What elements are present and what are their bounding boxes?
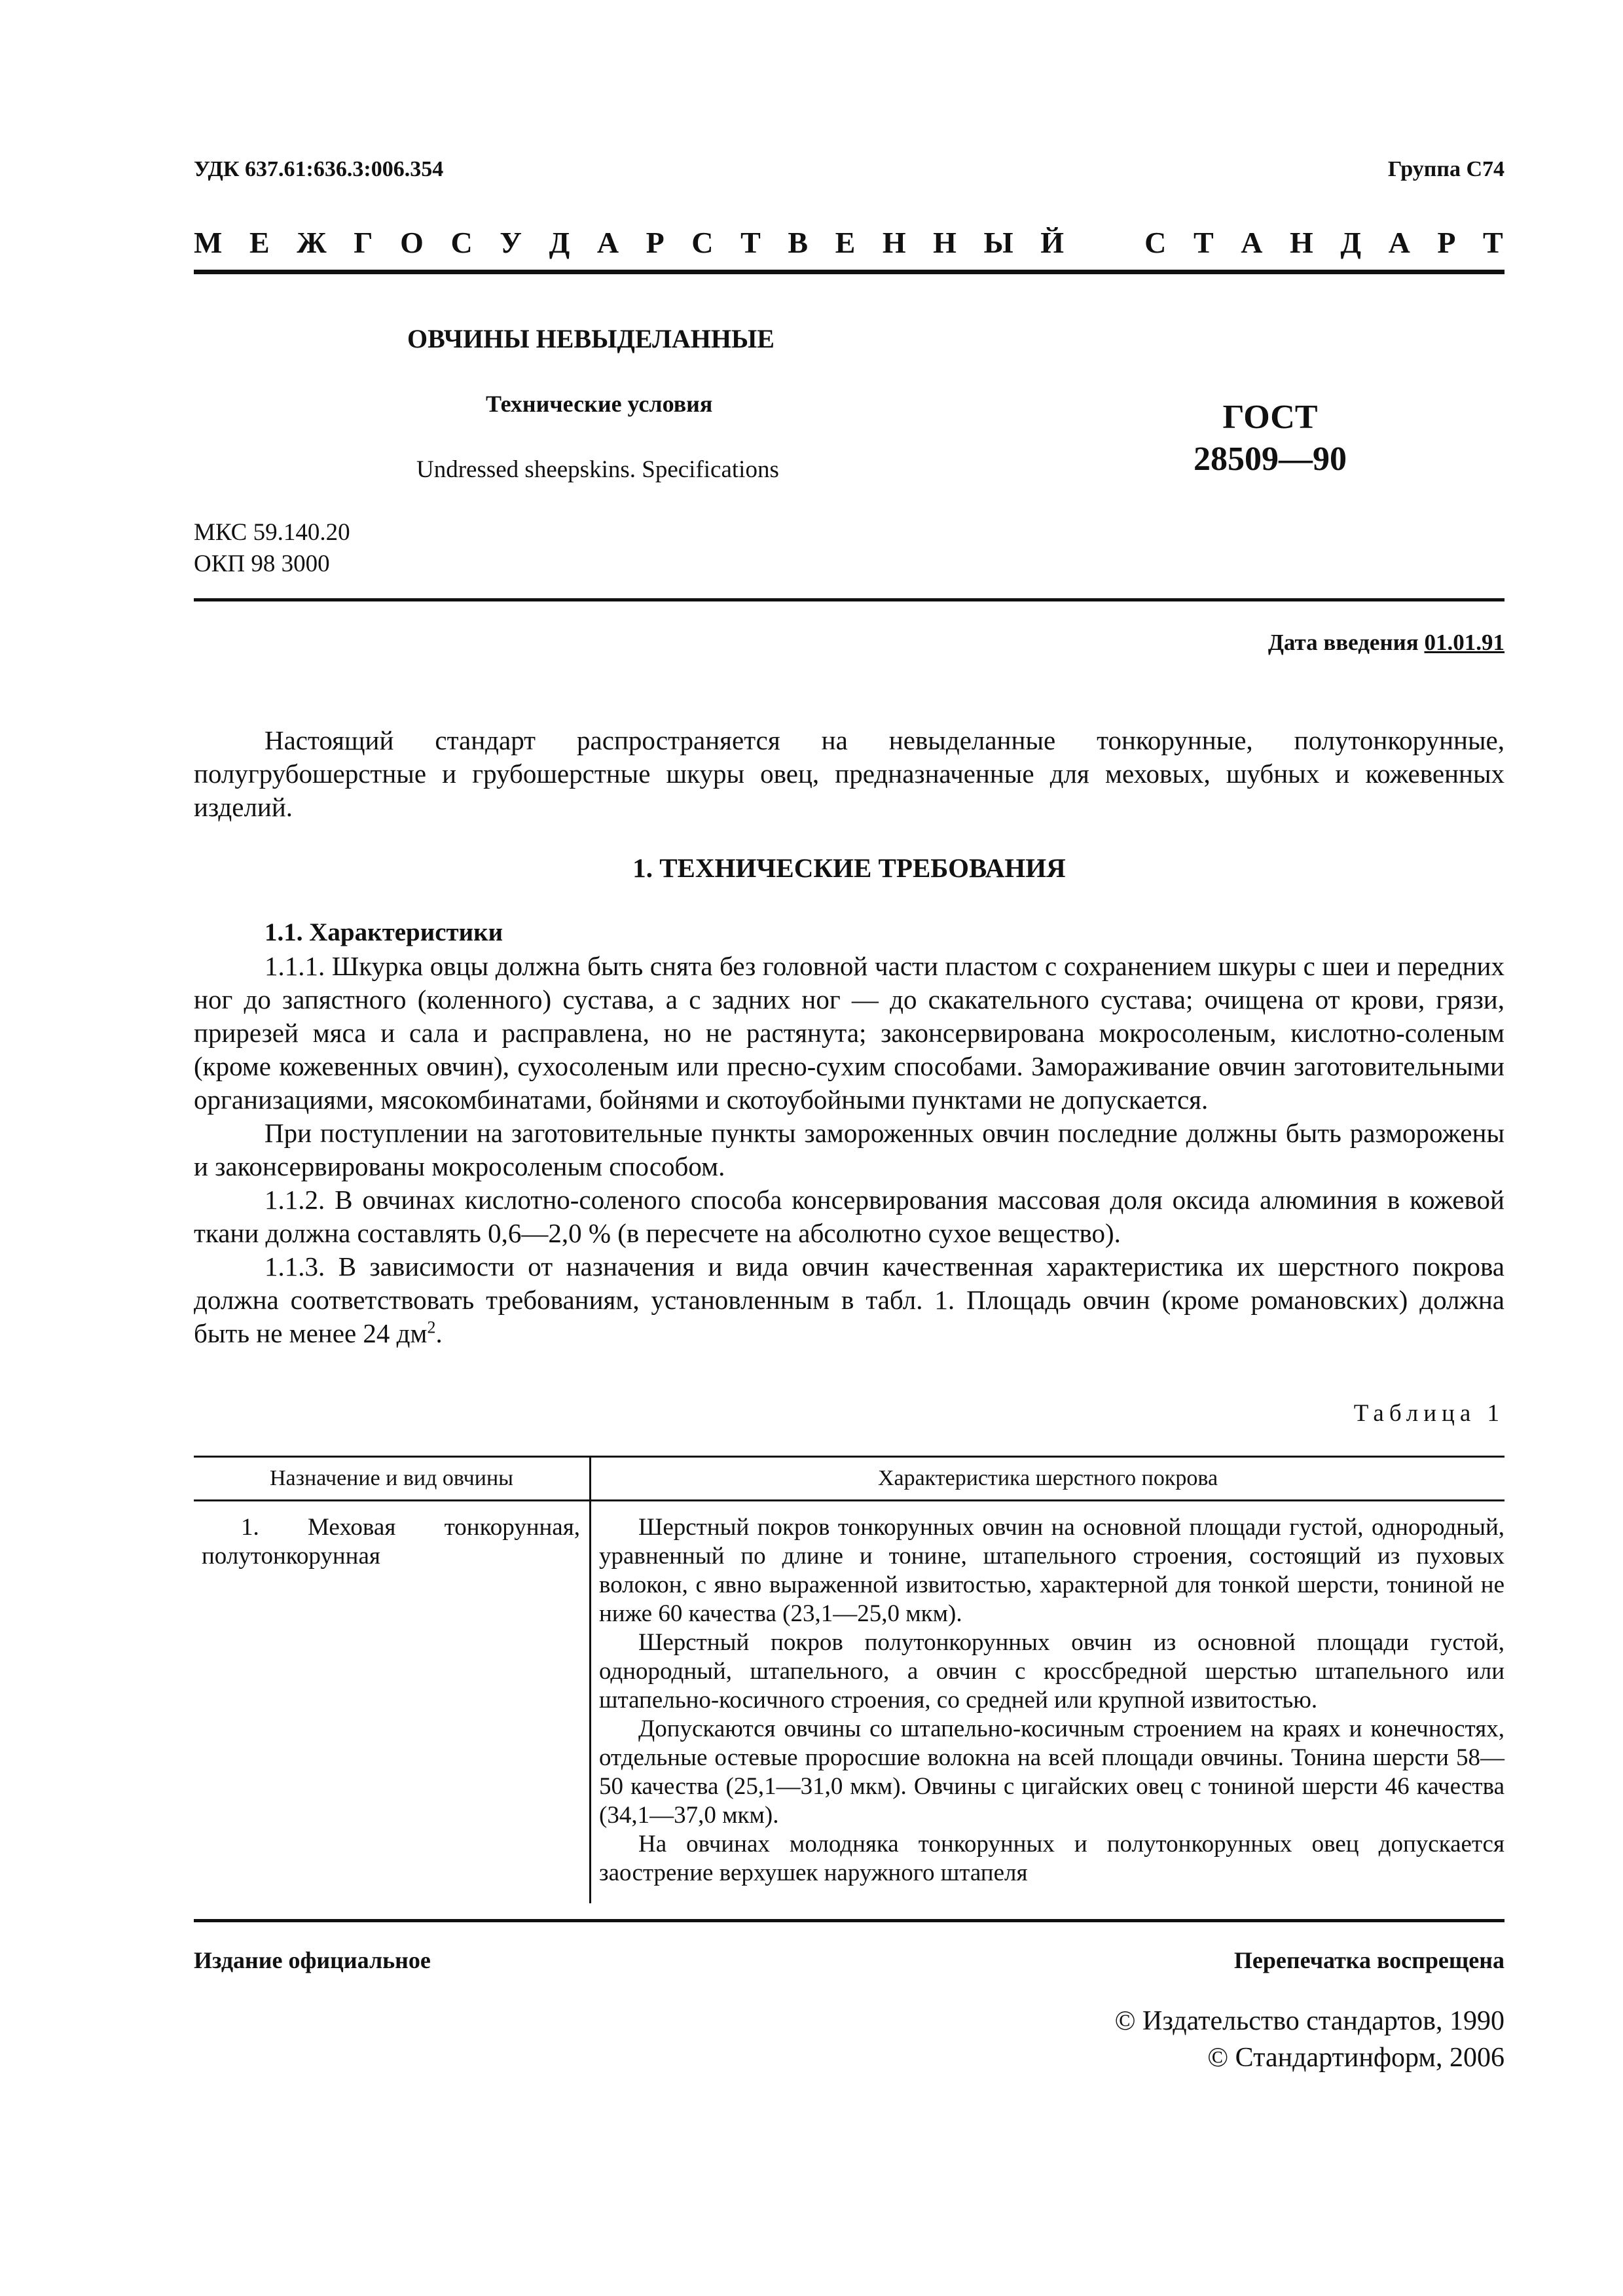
banner-word1-letter: Ы <box>983 226 1013 259</box>
paragraph-1-1-3-text: 1.1.3. В зависимости от назначения и вида овчин качественная характеристика их шерстного покрова должна соответствовать требованиям, установленным в табл. 1. Площадь овчин (кроме романовских) должна быть не менее 24 дм <box>194 1251 1504 1348</box>
table-header-row <box>194 1457 1504 1501</box>
paragraph-1-1-3 <box>194 1250 1504 1350</box>
superscript-2: 2 <box>427 1318 436 1337</box>
banner-word1-letter: Д <box>549 226 570 259</box>
paragraph-1-1-1: 1.1.1. Шкурка овцы должна быть снята без головной части пластом с сохранением шкуры с шеи и передних ног до запястного (коленного) сустава, а с задних ног — до скакательного сустава; очищена от крови, грязи, прирезей мяса и сала и расправлена, но не растянута; законсервирована мокросоленым, кислотно-соленым (кроме кожевенных овчин), сухосоленым или пресно-сухим способами. Замораживание овчин заготовительными организациями, мясокомбинатами, бойнями и скотоубойными пунктами не допускается. <box>194 951 1504 1115</box>
paragraph-frozen: При поступлении на заготовительные пункты замороженных овчин последние должны быть разморожены и законсервированы мокросоленым способом. <box>194 1118 1504 1181</box>
banner-word1-letter: С <box>691 226 714 259</box>
table-header-purpose: Назначение и вид овчины <box>194 1457 591 1501</box>
banner-word1-letter: Н <box>882 226 906 259</box>
cell-characteristic-p2: Шерстный покров полутонкорунных овчин из основной площади густой, однородный, штапельного, а овчин с кроссбредной шерстью штапельного или штапельно-косичного строения, со средней или крупной извитостью. <box>599 1629 1504 1713</box>
subsection-heading: 1.1. Характеристики <box>264 918 503 946</box>
gost-label: ГОСТ <box>1222 399 1318 436</box>
table-cell-purpose <box>194 1501 591 1904</box>
cell-characteristic-p3: Допускаются овчины со штапельно-косичным строением на краях и конечностях, отдельные остевые проросшие волокна на всей площади овчины. Тонина шерсти 58—50 качества (25,1—31,0 мкм). Овчины с цигайских овец с тониной шерсти 46 качества (34,1—37,0 мкм). <box>599 1715 1504 1829</box>
intro-paragraph <box>194 724 1504 824</box>
banner-word1-letter: Г <box>354 226 373 259</box>
introduction-date <box>1268 630 1504 656</box>
gost-number: 28509—90 <box>1194 440 1347 478</box>
banner-word1-letter: С <box>450 226 473 259</box>
official-edition: Издание официальное <box>194 1947 431 1973</box>
banner-rule <box>194 270 1504 274</box>
table-header-characteristic: Характеристика шерстного покрова <box>591 1457 1505 1501</box>
english-title: Undressed sheepskins. Specifications <box>416 456 779 483</box>
banner-word1-letter: Е <box>249 226 270 259</box>
banner-word1-letter: Й <box>1040 226 1065 259</box>
banner-word2-letter: А <box>1388 226 1410 259</box>
title-rule <box>194 598 1504 601</box>
banner-word1-letter: О <box>400 226 424 259</box>
udk-code: УДК 637.61:636.3:006.354 <box>194 157 444 181</box>
banner-word2-letter: Т <box>1193 226 1214 259</box>
gost-designation <box>1139 397 1401 480</box>
table-1 <box>194 1456 1504 1903</box>
paragraph-1-1-2: 1.1.2. В овчинах кислотно-соленого способа консервирования массовая доля оксида алюминия в кожевой ткани должна составлять 0,6—2,0 % (в пересчете на абсолютно сухое вещество). <box>194 1185 1504 1248</box>
document-title: ОВЧИНЫ НЕВЫДЕЛАННЫЕ <box>407 324 775 353</box>
date-label: Дата введения <box>1267 630 1419 655</box>
mks-code: МКС 59.140.20 <box>194 519 350 546</box>
section-body <box>194 950 1504 1350</box>
group-code: Группа С74 <box>1387 157 1504 181</box>
paragraph-1-1-3-end: . <box>435 1318 443 1348</box>
banner-word1-letter: Ж <box>297 226 327 259</box>
cell-characteristic-p1: Шерстный покров тонкорунных овчин на основной площади густой, однородный, уравненный по длине и тонине, штапельного строения, состоящий из пуховых волокон, с явно выраженной извитостью, характерной для тонкой шерсти, тониной не ниже 60 качества (23,1—25,0 мкм). <box>599 1514 1504 1627</box>
table-row <box>194 1501 1504 1904</box>
banner-word1-letter: У <box>500 226 522 259</box>
reprint-prohibited: Перепечатка воспрещена <box>1233 1947 1504 1973</box>
banner-word1-letter: Н <box>933 226 957 259</box>
intro-text: Настоящий стандарт распространяется на невыделанные тонкорунные, полутонкорунные, полугрубошерстные и грубошерстные шкуры овец, предназначенные для меховых, шубных и кожевенных изделий. <box>194 725 1504 822</box>
section-heading: 1. ТЕХНИЧЕСКИЕ ТРЕБОВАНИЯ <box>632 853 1066 883</box>
okp-code: ОКП 98 3000 <box>194 550 330 577</box>
banner-word2-letter: А <box>1241 226 1263 259</box>
banner-word2-letter: Н <box>1290 226 1313 259</box>
banner-word2-letter: Д <box>1340 226 1361 259</box>
copyright-1990: © Издательство стандартов, 1990 <box>1114 2006 1504 2036</box>
classification-codes <box>194 517 350 580</box>
cell-characteristic-p4: На овчинах молодняка тонкорунных и полутонкорунных овец допускается заострение верхушек наружного штапеля <box>599 1831 1504 1886</box>
banner-word1-letter: Р <box>646 226 665 259</box>
banner-word1-letter: Е <box>835 226 856 259</box>
copyright-2006: © Стандартинформ, 2006 <box>1207 2043 1504 2073</box>
footer-rule <box>194 1919 1504 1922</box>
banner-word1-letter: М <box>194 226 223 259</box>
banner-word1-letter: В <box>788 226 809 259</box>
copyright-block <box>1115 2003 1504 2076</box>
banner-word2-letter: Т <box>1483 226 1503 259</box>
table-label: Таблица 1 <box>1353 1400 1504 1427</box>
document-subtitle: Технические условия <box>486 391 713 417</box>
standard-banner <box>194 225 1503 260</box>
banner-word1-letter: А <box>596 226 619 259</box>
banner-word1-letter: Т <box>740 226 761 259</box>
table-cell-characteristic <box>591 1501 1505 1904</box>
banner-word2-letter: Р <box>1437 226 1456 259</box>
banner-gap <box>1091 225 1118 260</box>
cell-purpose-text: 1. Меховая тонкорунная, полутонкорунная <box>202 1514 580 1570</box>
date-value: 01.01.91 <box>1424 630 1504 655</box>
banner-word2-letter: С <box>1144 226 1167 259</box>
